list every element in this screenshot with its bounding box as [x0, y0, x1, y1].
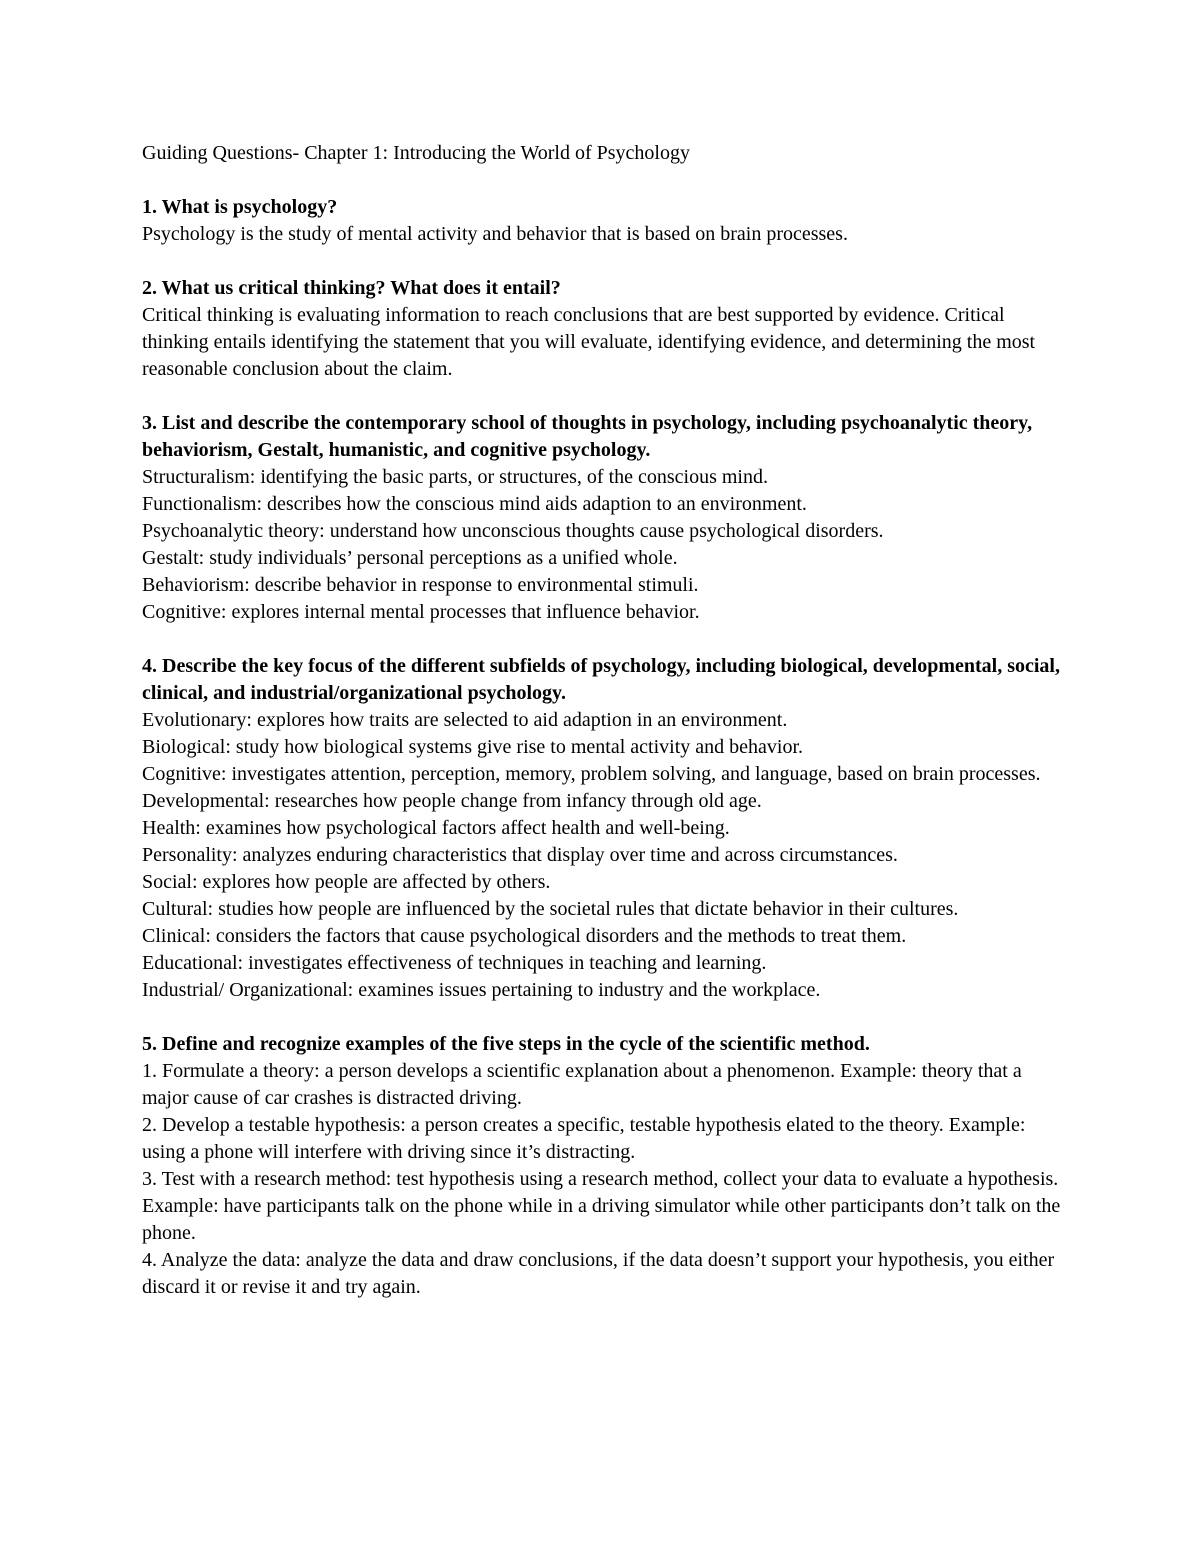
answer-line: Cognitive: explores internal mental processes that influence behavior. — [142, 601, 700, 623]
answer-line: Structuralism: identifying the basic parts, or structures, of the conscious mind. — [142, 466, 768, 488]
answer-line: 3. Test with a research method: test hypothesis using a research method, collect your data to evaluate a hypothesis. Example: have participants talk on the phone while in a driving simulator while other participants don’t talk on the phone. — [142, 1168, 1061, 1244]
answer-line: Personality: analyzes enduring characteristics that display over time and across circumstances. — [142, 844, 898, 866]
answer-line: Gestalt: study individuals’ personal perceptions as a unified whole. — [142, 547, 678, 569]
answer-line: Social: explores how people are affected by others. — [142, 871, 551, 893]
document-title: Guiding Questions- Chapter 1: Introducing the World of Psychology — [142, 142, 690, 164]
question-heading: 5. Define and recognize examples of the five steps in the cycle of the scientific method. — [142, 1033, 870, 1055]
answer-line: Psychology is the study of mental activity and behavior that is based on brain processes. — [142, 223, 848, 245]
question-section-3 — [142, 410, 1072, 626]
answer-line: Developmental: researches how people change from infancy through old age. — [142, 790, 762, 812]
question-heading: 2. What us critical thinking? What does it entail? — [142, 277, 561, 299]
answer-line: Cultural: studies how people are influenced by the societal rules that dictate behavior in their cultures. — [142, 898, 959, 920]
answer-line: 4. Analyze the data: analyze the data and draw conclusions, if the data doesn’t support your hypothesis, you either discard it or revise it and try again. — [142, 1249, 1055, 1298]
answer-line: Functionalism: describes how the conscious mind aids adaption to an environment. — [142, 493, 807, 515]
document-page — [142, 140, 1072, 1328]
answer-line: Industrial/ Organizational: examines issues pertaining to industry and the workplace. — [142, 979, 821, 1001]
question-section-2 — [142, 275, 1072, 383]
answer-line: Clinical: considers the factors that cause psychological disorders and the methods to treat them. — [142, 925, 907, 947]
answer-line: Health: examines how psychological factors affect health and well-being. — [142, 817, 730, 839]
question-section-1 — [142, 194, 1072, 248]
question-heading: 4. Describe the key focus of the different subfields of psychology, including biological, developmental, social, clinical, and industrial/organizational psychology. — [142, 655, 1060, 704]
question-heading: 1. What is psychology? — [142, 196, 338, 218]
question-heading: 3. List and describe the contemporary school of thoughts in psychology, including psychoanalytic theory, behaviorism, Gestalt, humanistic, and cognitive psychology. — [142, 412, 1033, 461]
question-section-5 — [142, 1031, 1072, 1301]
answer-line: Educational: investigates effectiveness of techniques in teaching and learning. — [142, 952, 767, 974]
answer-line: Behaviorism: describe behavior in response to environmental stimuli. — [142, 574, 699, 596]
question-section-4 — [142, 653, 1072, 1004]
answer-line: 1. Formulate a theory: a person develops a scientific explanation about a phenomenon. Example: theory that a major cause of car crashes is distracted driving. — [142, 1060, 1022, 1109]
answer-line: Cognitive: investigates attention, perception, memory, problem solving, and language, based on brain processes. — [142, 763, 1041, 785]
answer-line: Critical thinking is evaluating information to reach conclusions that are best supported by evidence. Critical thinking entails identifying the statement that you will evaluate, identifying evidence, and determining the most reasonable conclusion about the claim. — [142, 304, 1036, 380]
answer-line: Psychoanalytic theory: understand how unconscious thoughts cause psychological disorders. — [142, 520, 884, 542]
answer-line: 2. Develop a testable hypothesis: a person creates a specific, testable hypothesis elated to the theory. Example: using a phone will interfere with driving since it’s distracting. — [142, 1114, 1026, 1163]
answer-line: Evolutionary: explores how traits are selected to aid adaption in an environment. — [142, 709, 788, 731]
answer-line: Biological: study how biological systems give rise to mental activity and behavior. — [142, 736, 803, 758]
